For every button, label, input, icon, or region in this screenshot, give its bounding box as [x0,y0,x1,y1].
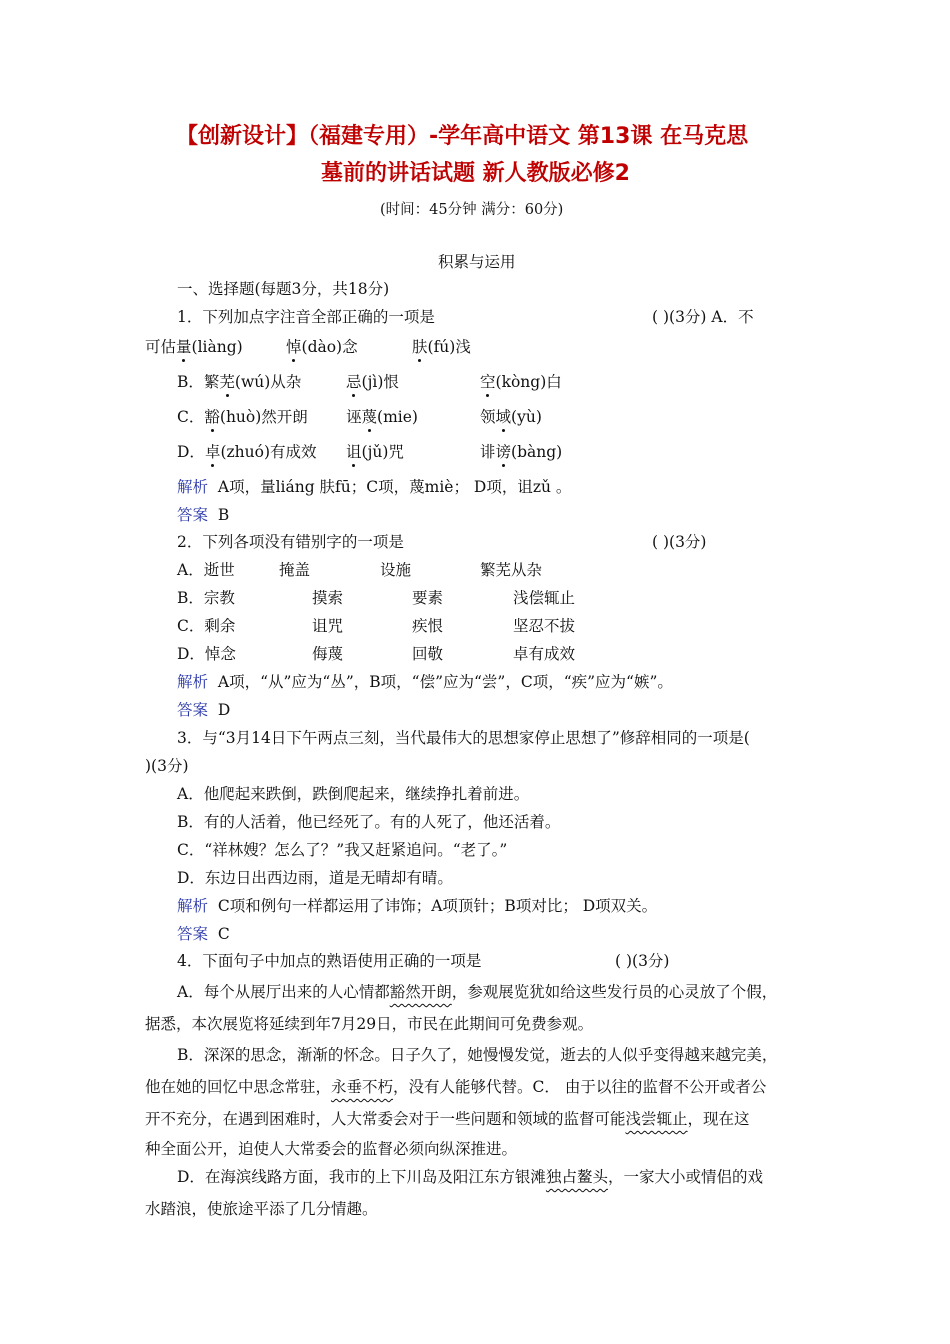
q4-option-a-line1 [177,982,777,1002]
q3-analysis [177,896,657,916]
q3-option-b: B．有的人活着，他已经死了。有的人死了，他还活着。 [177,813,561,831]
q2-row-d-3: 回敬 [412,645,444,663]
q2-analysis [177,672,673,692]
text: (huò)然开朗 [219,408,308,426]
answer-text: D [217,701,231,719]
q3-option-d: D．东边日出西边雨，道是无晴却有晴。 [177,869,453,887]
q1-option-c2 [346,407,418,427]
text: 诬 [346,408,362,426]
answer-label: 答案 [177,701,209,719]
q1-option-d1 [177,442,317,462]
q2-row-b-1: B．宗教 [177,589,235,607]
analysis-label: 解析 [177,673,209,691]
q3-stem: 3．与“3月14日下午两点三刻，当代最伟大的思想家停止思想了”修辞相同的一项是( [177,729,750,747]
text: 诽 [480,443,496,461]
text: (liàng) [191,338,243,356]
answer-label: 答案 [177,506,209,524]
dotted-char: 悼 [286,338,302,356]
text: D． [177,443,205,461]
q2-row-a-2: 掩盖 [279,561,311,579]
q3-answer [177,924,230,944]
q4-score: ( )(3分) [615,952,670,970]
answer-text: B [217,506,230,524]
text: 领 [480,408,496,426]
q2-row-c-1: C．剩余 [177,617,236,635]
q1-option-b2 [346,372,399,392]
dotted-char: 域 [495,408,512,426]
q4-option-d-line2: 水踏浪，使旅途平添了几分情趣。 [145,1200,378,1218]
q1-option-c1 [177,407,308,427]
q1-answer [177,505,229,525]
q1-option-c3 [480,407,542,427]
q1-option-a3 [412,337,471,357]
dotted-char: 诅 [346,443,362,461]
section-heading: 积累与运用 [438,253,516,271]
q4-option-b-line2 [145,1077,766,1097]
time-info: (时间：45分钟 满分：60分) [380,202,564,218]
text: (jǔ) [361,443,389,461]
dotted-char: 谤 [495,443,512,461]
q2-score: ( )(3分) [652,533,707,551]
q1-score: ( )(3分) A．不 [652,308,754,326]
q2-row-d-2: 侮蔑 [312,645,344,663]
q2-stem: 2．下列各项没有错别字的一项是 [177,533,404,551]
text: ，参观展览犹如给这些发行员的心灵放了个假， [451,983,778,1001]
q4-option-c-line3 [145,1109,750,1129]
q4-option-a-line2: 据悉，本次展览将延续到年7月29日，市民在此期间可免费参观。 [145,1015,594,1033]
q1-option-d3 [480,442,562,462]
text: (jì)恨 [361,373,399,391]
q2-row-b-3: 要素 [412,589,444,607]
dotted-char: 蔑 [361,408,378,426]
q1-analysis [177,477,571,497]
q2-row-d-4: 卓有成效 [513,645,576,663]
q1-option-a2 [286,337,358,357]
marked-idiom: 永垂不朽 [331,1078,394,1096]
marked-idiom: 豁然开朗 [389,983,452,1001]
q1-option-d2 [346,442,404,462]
analysis-label: 解析 [177,478,209,496]
analysis-text: C项和例句一样都运用了讳饰；A项顶针；B项对比； D项双关。 [217,897,658,915]
text: (wú)从杂 [234,373,302,391]
q2-row-c-4: 坚忍不拔 [513,617,576,635]
marked-idiom: 独占鳌头 [545,1168,608,1186]
q1-option-b3 [480,372,562,392]
q2-row-d-1: D．悼念 [177,645,236,663]
q4-option-d-line1 [177,1167,763,1187]
text: (mie) [377,408,418,426]
text: ，没有人能够代替。C． 由于以往的监督不公开或者公 [393,1078,767,1096]
document-title-line2: 墓前的讲话试题 新人教版必修2 [321,161,630,186]
q2-row-b-2: 摸索 [312,589,344,607]
text: (yù) [511,408,542,426]
part-heading: 一、选择题(每题3分，共18分) [177,280,390,298]
text: 咒 [388,443,404,461]
text: 开不充分，在遇到困难时，人大常委会对于一些问题和领域的监督可能 [145,1110,626,1128]
marked-idiom: 浅尝辄止 [625,1110,688,1128]
analysis-text: A项，量liáng 肤fū；C项，蔑miè； D项，诅zǔ 。 [217,478,572,496]
q2-row-c-3: 疾恨 [412,617,444,635]
q4-option-c-line4: 种全面公开，迫使人大常委会的监督必须向纵深推进。 [145,1140,518,1158]
q1-option-a [145,337,243,357]
dotted-char: 量 [176,338,192,356]
q3-option-a: A．他爬起来跌倒，跌倒爬起来，继续挣扎着前进。 [177,785,530,803]
q4-stem: 4．下面句子中加点的熟语使用正确的一项是 [177,952,482,970]
dotted-char: 芜 [219,373,235,391]
text: 可估 [145,338,177,356]
text: B．繁 [177,373,220,391]
dotted-char: 空 [480,373,496,391]
text: C． [177,408,205,426]
text: D．在海滨线路方面，我市的上下川岛及阳江东方银滩 [177,1168,546,1186]
q2-row-a-1: A．逝世 [177,561,235,579]
text: (kòng)白 [495,373,562,391]
q1-stem: 1．下列加点字注音全部正确的一项是 [177,308,435,326]
text: (fú)浅 [427,338,471,356]
text: (bàng) [511,443,563,461]
text: (zhuó)有成效 [220,443,317,461]
text: ，现在这 [687,1110,750,1128]
answer-text: C [217,925,230,943]
dotted-char: 豁 [204,408,220,426]
analysis-label: 解析 [177,897,209,915]
q3-option-c: C．“祥林嫂？怎么了？”我又赶紧追问。“老了。” [177,841,508,859]
q4-option-b-line1: B．深深的思念，渐渐的怀念。日子久了，她慢慢发觉，逝去的人似乎变得越来越完美， [177,1046,778,1064]
q2-row-b-4: 浅偿辄止 [513,589,576,607]
text: A．每个从展厅出来的人心情都 [177,983,390,1001]
text: (dào)念 [301,338,358,356]
q2-row-c-2: 诅咒 [312,617,344,635]
text: 他在她的回忆中思念常驻， [145,1078,332,1096]
answer-label: 答案 [177,925,209,943]
dotted-char: 忌 [346,373,362,391]
q2-answer [177,700,230,720]
document-title-line1: 【创新设计】（福建专用）-学年高中语文 第13课 在马克思 [176,124,749,149]
q2-row-a-3: 设施 [380,561,412,579]
dotted-char: 肤 [412,338,428,356]
analysis-text: A项，“从”应为“丛”，B项，“偿”应为“尝”，C项，“疾”应为“嫉”。 [217,673,673,691]
text: ，一家大小或情侣的戏 [607,1168,763,1186]
dotted-char: 卓 [204,443,221,461]
q3-stem-cont: )(3分) [145,757,189,775]
q2-row-a-4: 繁芜从杂 [480,561,543,579]
q1-option-b1 [177,372,301,392]
